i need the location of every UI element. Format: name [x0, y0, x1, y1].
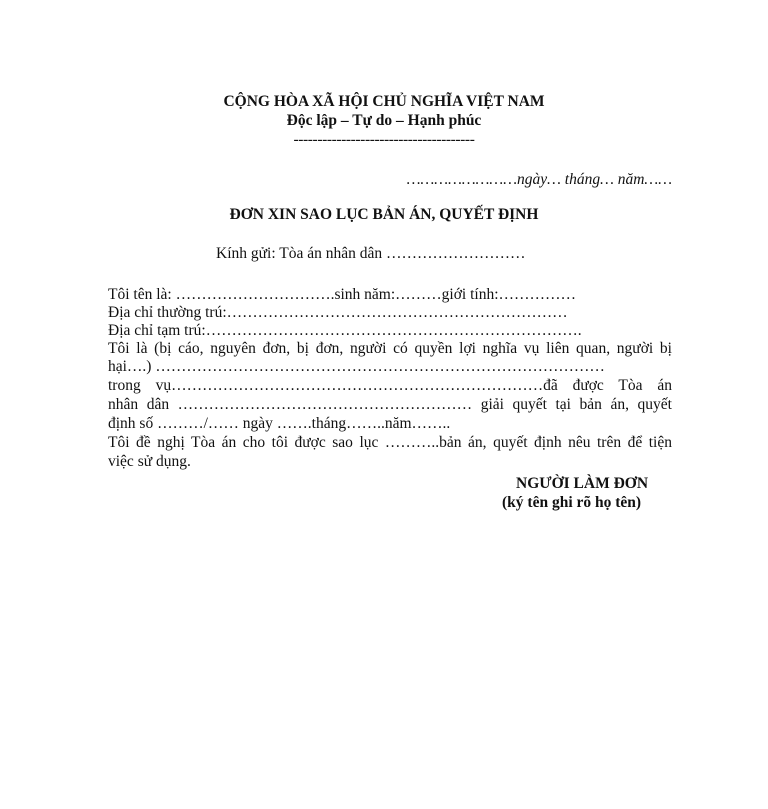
body-line-request: Tôi đề nghị Tòa án cho tôi được sao lục ………..bản án, quyết định nêu trên để tiện: [108, 434, 672, 451]
signature-title: NGƯỜI LÀM ĐƠN: [516, 475, 649, 492]
date-line: ……………………ngày… tháng… năm……: [406, 171, 672, 188]
body-line-usage: việc sử dụng.: [108, 453, 191, 470]
header-divider: --------------------------------------: [293, 131, 475, 148]
body-line-court: nhân dân ………………………………………………… giải quyết tại bản án, quyết: [108, 396, 672, 413]
body-line-case: trong vụ………………………………………………………………đã được Tòa án: [108, 377, 672, 394]
recipient-line: Kính gửi: Tòa án nhân dân ………………………: [216, 245, 526, 262]
body-line-role: Tôi là (bị cáo, nguyên đơn, bị đơn, người có quyền lợi nghĩa vụ liên quan, người bị: [108, 340, 672, 357]
body-line-permanent-address: Địa chỉ thường trú:…………………………………………………………: [108, 304, 568, 321]
body-line-decision-number: định số ………/…… ngày …….tháng……..năm……..: [108, 415, 451, 432]
document-title: ĐƠN XIN SAO LỤC BẢN ÁN, QUYẾT ĐỊNH: [229, 206, 539, 223]
signature-note: (ký tên ghi rõ họ tên): [502, 494, 642, 511]
motto-heading: Độc lập – Tự do – Hạnh phúc: [286, 112, 482, 129]
body-line-temporary-address: Địa chỉ tạm trú:……………………………………………………………….: [108, 322, 582, 339]
country-heading: CỘNG HÒA XÃ HỘI CHỦ NGHĨA VIỆT NAM: [223, 93, 545, 110]
body-line-role-cont: hại….) ……………………………………………………………………………: [108, 358, 605, 375]
body-line-name: Tôi tên là: ………………………….sinh năm:………giới tính:……………: [108, 286, 577, 303]
